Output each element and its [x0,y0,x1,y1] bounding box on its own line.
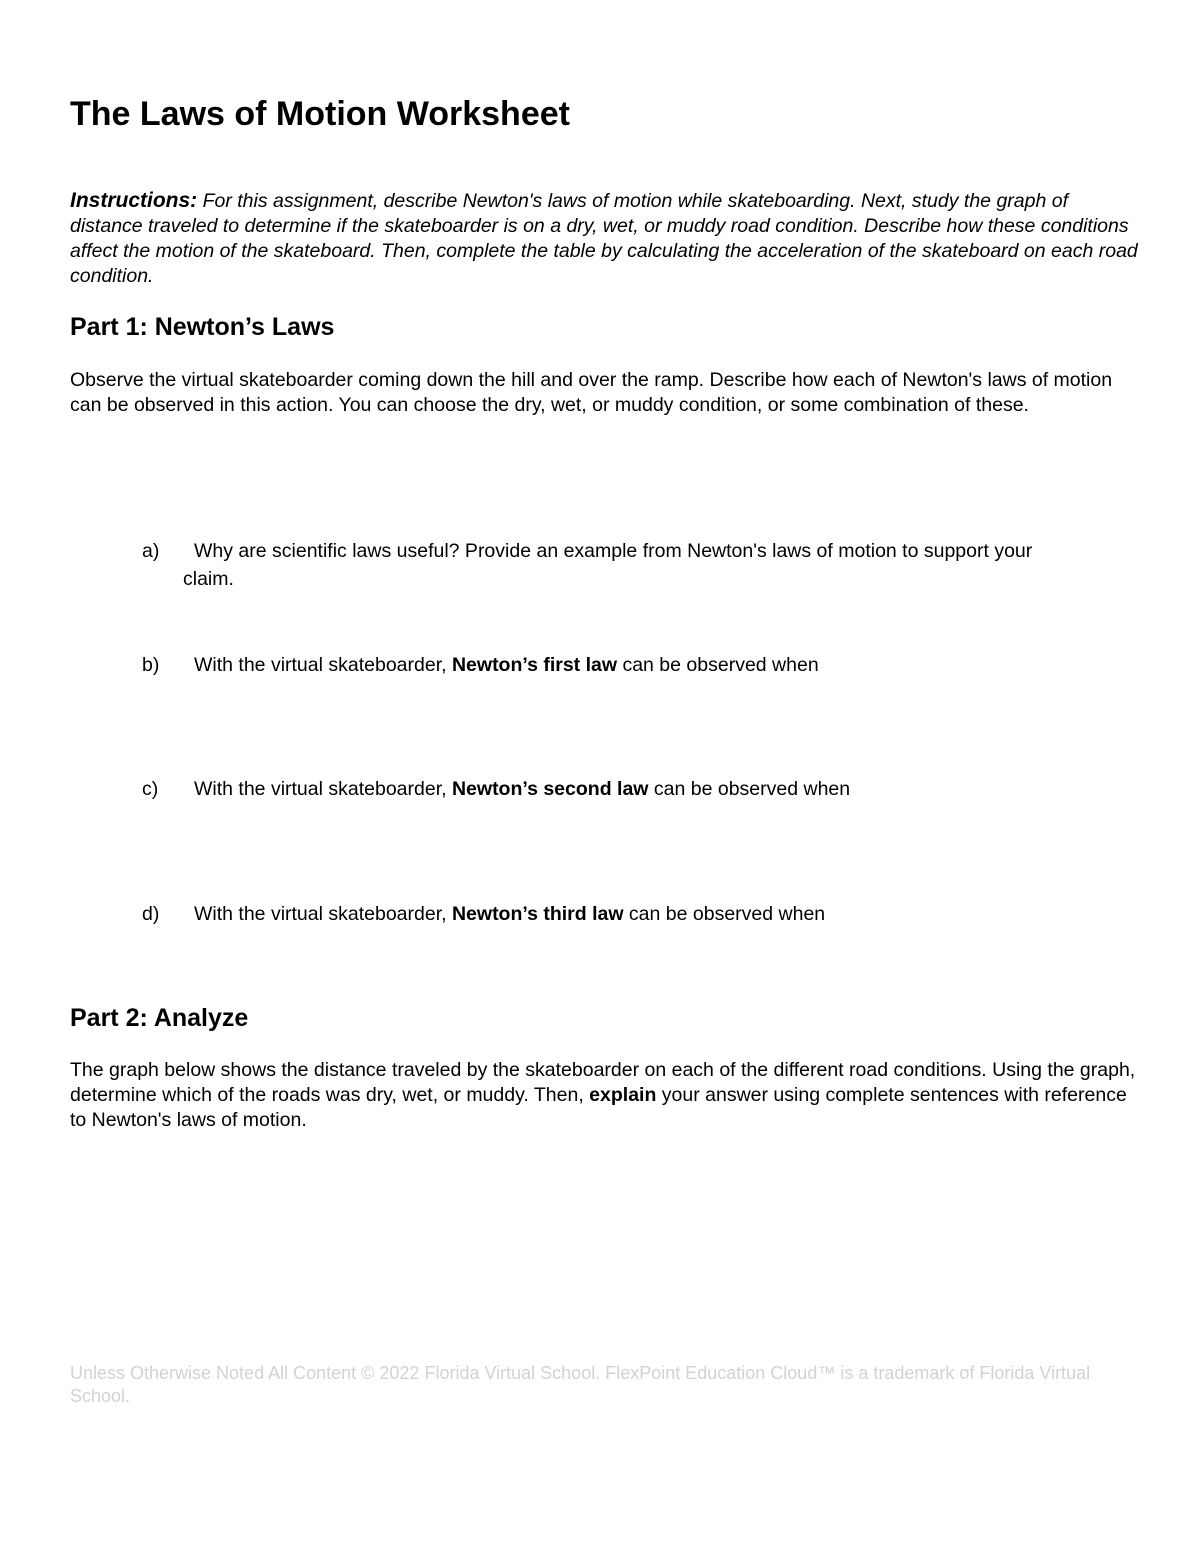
part2-text-before: The graph below shows the distance traveled by the skateboarder on each of the different road conditions. Using the graph, determine which of the roads was dry, wet, or muddy. Then, [70,1059,1136,1106]
question-c-text-before: With the virtual skateboarder, [194,778,452,800]
part1-heading: Part 1: Newton’s Laws [70,313,335,341]
question-d-text-after: can be observed when [623,903,826,925]
part2-heading: Part 2: Analyze [70,1004,249,1032]
question-c-marker: c) [142,778,159,800]
question-d-marker: d) [142,903,160,925]
part1-intro: Observe the virtual skateboarder coming down the hill and over the ramp. Describe how each of Newton's laws of motion can be observed in this action. You can choose the dry, wet, or muddy condition, or some combination of these. [70,369,1113,416]
question-d-law: Newton’s third law [451,903,624,925]
question-b-text-after: can be observed when [617,654,819,676]
page-title: The Laws of Motion Worksheet [70,95,570,133]
question-b-marker: b) [142,654,160,676]
part2-paragraph [70,1058,1140,1133]
question-a [142,537,1142,593]
question-b-law: Newton’s first law [451,654,618,676]
question-a-marker: a) [142,540,160,562]
question-d-text-before: With the virtual skateboarder, [194,903,452,925]
part2-explain: explain [589,1084,657,1106]
question-b-text-before: With the virtual skateboarder, [194,654,452,676]
question-d [142,900,1142,928]
copyright-footer: Unless Otherwise Noted All Content © 2022 Florida Virtual School. FlexPoint Education Cloud™ is a trademark of Florida Virtual School. [70,1363,1091,1406]
instructions-label: Instructions: [70,189,198,212]
question-c-law: Newton’s second law [451,778,649,800]
question-c-text-after: can be observed when [648,778,851,800]
question-b [142,651,1142,679]
part2-text-after: your answer using complete sentences with reference to Newton's laws of motion. [70,1084,1127,1131]
instructions-text: For this assignment, describe Newton's laws of motion while skateboarding. Next, study the graph of distance traveled to determine if the skateboarder is on a dry, wet, or muddy road condition. Describe how these conditions affect the motion of the skateboard. Then, complete the table by calculating the acceleration of the skateboard on each road condition. [70,190,1138,287]
question-c [142,775,1142,803]
instructions-paragraph [70,188,1140,289]
question-a-text-line2: claim. [183,568,234,590]
question-a-text-line1: Why are scientific laws useful? Provide an example from Newton's laws of motion to support your [194,540,1033,562]
